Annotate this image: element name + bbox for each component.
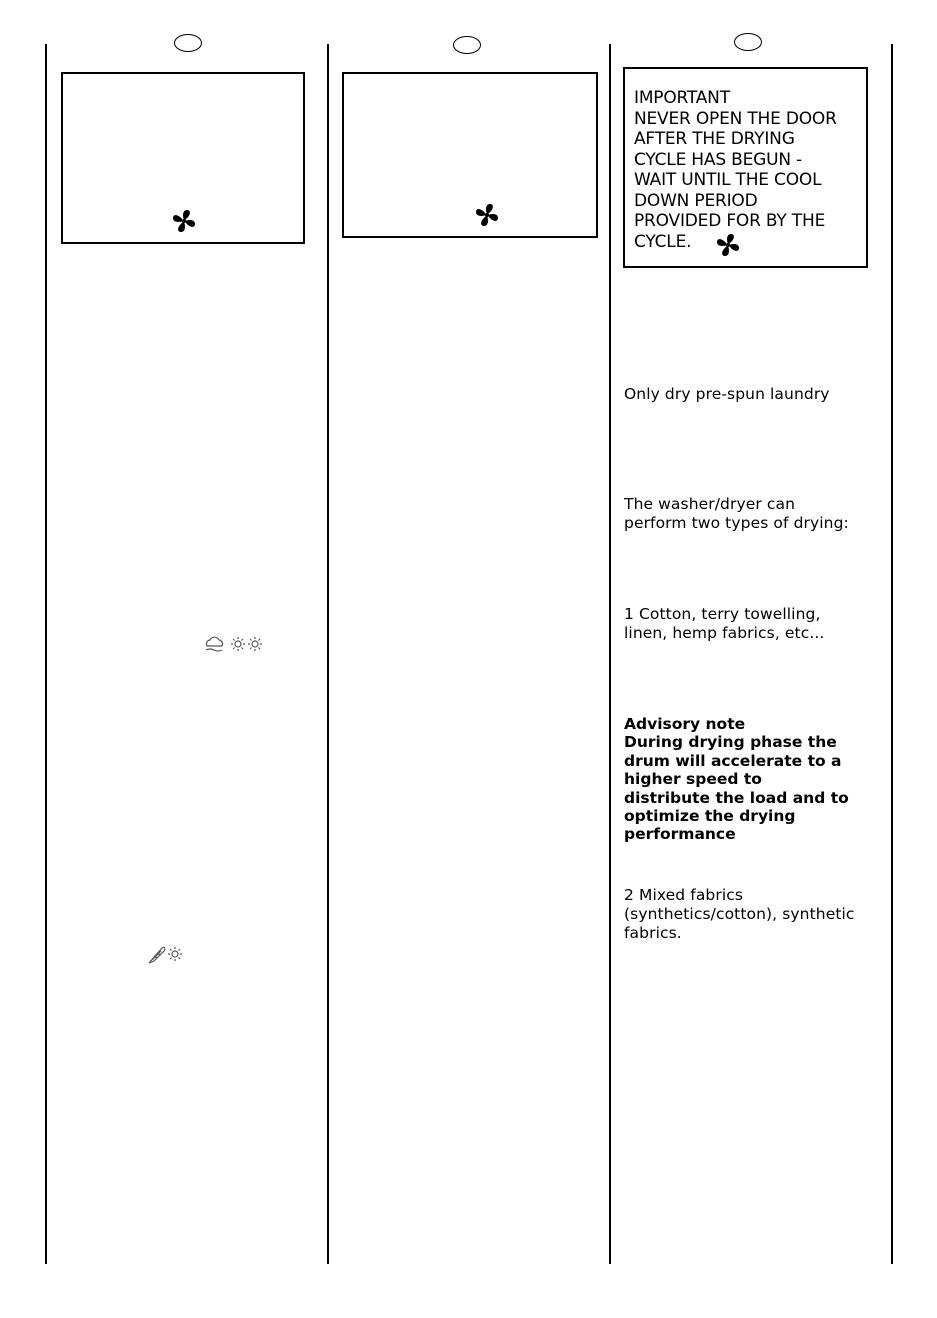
cloud-with-two-suns-icon [203,634,265,656]
important-line: DOWN PERIOD [634,190,758,211]
advisory-line: Advisory note [624,715,746,733]
fan-icon [715,232,741,258]
advisory-note [624,715,849,844]
important-line: PROVIDED FOR BY THE [634,211,826,231]
text-line: 2 Mixed fabrics [624,886,744,904]
column-divider-right [891,44,893,1264]
important-notice-text [634,88,866,252]
text-line: (synthetics/cotton), synthetic [624,905,855,923]
paragraph-pre-spun [624,385,830,404]
important-line: AFTER THE DRYING [634,129,795,149]
column-divider-center-right [609,44,611,1264]
paragraph-mixed-fabrics [624,886,855,943]
column-divider-center-left [327,44,329,1264]
paragraph-drying-types [624,495,849,533]
advisory-line: During drying phase the [624,733,837,752]
fan-icon [171,208,197,234]
text-line: linen, hemp fabrics, etc... [624,624,825,642]
middle-notice-box [342,72,598,238]
text-line: 1 Cotton, terry towelling, [624,605,821,623]
language-marker-middle [453,36,481,54]
advisory-line: drum will accelerate to a [624,751,842,770]
feather-with-sun-icon [146,944,186,966]
important-line: WAIT UNTIL THE COOL [634,170,822,190]
text-line: Only dry pre-spun laundry [624,385,830,403]
text-line: perform two types of drying: [624,514,849,532]
advisory-line: higher speed to [624,770,762,789]
language-marker-right [734,33,762,51]
advisory-line: optimize the drying [624,807,796,826]
text-line: The washer/dryer can [624,495,796,513]
important-line: CYCLE. [634,231,692,252]
important-line: NEVER OPEN THE DOOR [634,108,837,129]
advisory-line: performance [624,825,736,844]
left-notice-box [61,72,305,244]
text-line: fabrics. [624,924,682,942]
important-line: IMPORTANT [634,88,730,108]
advisory-line: distribute the load and to [624,788,849,807]
important-line: CYCLE HAS BEGUN - [634,149,802,170]
column-divider-left [45,44,47,1264]
paragraph-cotton [624,605,824,643]
fan-icon [474,202,500,228]
language-marker-left [174,34,202,52]
